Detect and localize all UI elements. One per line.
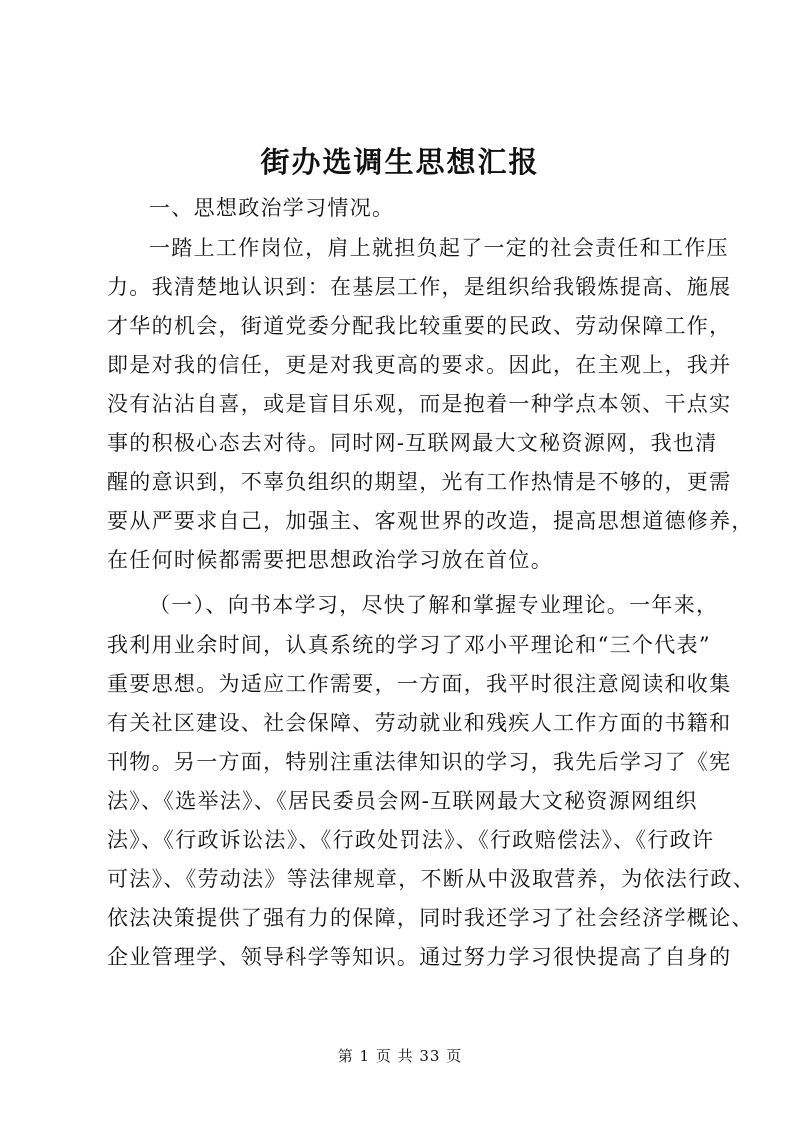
paragraph-line: （一）、向书本学习，尽快了解和掌握专业理论。一年来， — [149, 593, 719, 617]
paragraph-line: 法》、《选举法》、《居民委员会网-互联网最大文秘资源网组织 — [107, 789, 698, 813]
paragraph-line: 醒的意识到，不辜负组织的期望，光有工作热情是不够的，更需 — [107, 470, 732, 494]
paragraph-line: 一踏上工作岗位，肩上就担负起了一定的社会责任和工作压 — [149, 236, 729, 260]
paragraph-line: 依法决策提供了强有力的保障，同时我还学习了社会经济学概论、 — [107, 906, 754, 930]
paragraph-line: 没有沾沾自喜，或是盲目乐观，而是抱着一种学点本领、干点实 — [107, 392, 732, 416]
paragraph-line: 才华的机会，街道党委分配我比较重要的民政、劳动保障工作， — [107, 314, 732, 338]
paragraph-line: 有关社区建设、社会保障、劳动就业和残疾人工作方面的书籍和 — [107, 711, 732, 735]
paragraph-line: 刊物。另一方面，特别注重法律知识的学习，我先后学习了《宪 — [107, 750, 732, 774]
section-heading: 一、思想政治学习情况。 — [149, 196, 395, 220]
page-number: 第 1 页 共 33 页 — [337, 1047, 463, 1065]
paragraph-line: 力。我清楚地认识到：在基层工作，是组织给我锻炼提高、施展 — [107, 275, 732, 299]
paragraph-line: 企业管理学、领导科学等知识。通过努力学习很快提高了自身的 — [107, 945, 732, 969]
paragraph-line: 在任何时候都需要把思想政治学习放在首位。 — [107, 548, 553, 572]
paragraph-line: 事的积极心态去对待。同时网-互联网最大文秘资源网，我也清 — [107, 431, 718, 455]
paragraph-line: 即是对我的信任，更是对我更高的要求。因此，在主观上，我并 — [107, 353, 732, 377]
paragraph-line: 要从严要求自己，加强主、客观世界的改造，提高思想道德修养， — [107, 509, 754, 533]
document-title: 街办选调生思想汇报 — [260, 145, 540, 179]
paragraph-line: 法》、《行政诉讼法》、《行政处罚法》、《行政赔偿法》、《行政许 — [107, 828, 715, 852]
paragraph-line: 可法》、《劳动法》等法律规章，不断从中汲取营养，为依法行政、 — [107, 867, 755, 891]
paragraph-line: 我利用业余时间，认真系统的学习了邓小平理论和“三个代表” — [107, 633, 711, 657]
paragraph-line: 重要思想。为适应工作需要，一方面，我平时很注意阅读和收集 — [107, 672, 732, 696]
